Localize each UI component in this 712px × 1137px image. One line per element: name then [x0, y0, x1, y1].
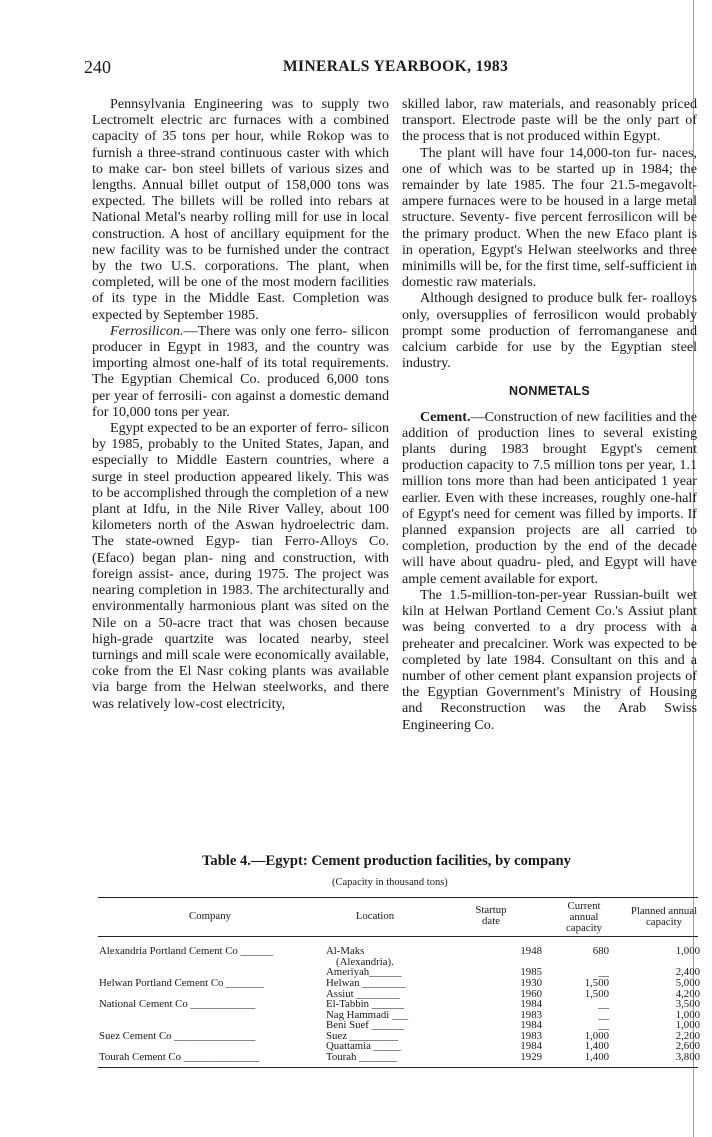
paragraph: Egypt expected to be an exporter of ferro- silicon by 1985, probably to the United States, Japan, and especially to Middle Eastern countries, where a surge in steel production appeared likely. This was to be accomplished through the completion of a new plant at Idfu, in the Nile River Valley, about 100 kilometers north of the Aswan hydroelectric dam. The state-owned Egyp- tian Ferro-Alloys Co. (Efaco) began plan- ning and construction, with foreign assist- ance, during 1975. The project was nearing completion in 1983. The architecturally and environmentally harmonious plant was sited on the Nile on a 50-acre tract that was chosen because high-grade quartzite was located nearby, steel turnings and mill scale were economically available, coke from the El Nasr coking plants was available via barge from the Helwan steelworks, and there was relatively low-cost electricity,	[92, 420, 389, 712]
run-in-heading: Cement.	[420, 408, 471, 425]
cell-startup: 1929	[520, 1051, 542, 1063]
cell-location: Ameriyah______	[326, 966, 402, 978]
cell-company: National Cement Co ____________	[99, 998, 256, 1010]
paragraph: Ferrosilicon.—There was only one ferro- silicon producer in Egypt in 1983, and the country was importing almost one-half of its total requirements. The Egyptian Chemical Co. produced 6,000 tons per year of ferrosili- con against a domestic demand for 10,000 tons per year.	[92, 322, 389, 420]
paragraph: Although designed to produce bulk fer- roalloys only, oversupplies of ferrosilicon would probably prompt some production of ferromanganese and calcium carbide for use by the Egyptian steel industry.	[402, 290, 697, 372]
cell-current-capacity: __	[598, 1019, 609, 1031]
cell-current-capacity: 1,500	[584, 988, 609, 1000]
cell-planned-capacity: 2,200	[675, 1030, 700, 1042]
column-header-planned: Planned annual capacity	[630, 905, 698, 928]
table-subtitle: (Capacity in thousand tons)	[332, 877, 448, 888]
cell-planned-capacity: 5,000	[675, 977, 700, 989]
cell-location: (Alexandria).	[336, 956, 394, 968]
cell-current-capacity: 1,500	[584, 977, 609, 989]
cell-planned-capacity: 3,500	[675, 998, 700, 1010]
left-column	[92, 96, 389, 712]
cell-location: Tourah _______	[326, 1051, 397, 1063]
cell-planned-capacity: 1,000	[675, 945, 700, 957]
table-title: Table 4.—Egypt: Cement production facilities, by company	[202, 853, 571, 869]
paragraph: The 1.5-million-ton-per-year Russian-built wet kiln at Helwan Portland Cement Co.'s Assiut plant was being converted to a dry process with a preheater and precalciner. Work was expected to be completed by late 1984. Consultant on this and a number of other cement plant expansion projects of the Egyptian Government's Ministry of Housing and Reconstruction was the Arab Swiss Engineering Co.	[402, 586, 697, 733]
cell-location: Nag Hammadi ___	[326, 1009, 409, 1021]
cell-location: Quattamia _____	[326, 1040, 401, 1052]
table-header-rule	[98, 936, 698, 937]
cell-company: Helwan Portland Cement Co _______	[99, 977, 264, 989]
section-heading: NONMETALS	[509, 384, 590, 399]
cell-current-capacity: __	[598, 1009, 609, 1021]
paragraph: The plant will have four 14,000-ton fur- naces, one of which was to be started up in 1984; the remainder by late 1985. The four 21.5-megavolt-ampere furnaces were to be housed in a large metal structure. Seventy- five percent ferrosilicon will be the primary product. When the new Efaco plant is in operation, Egypt's Helwan steelworks and three minimills will be, for the first time, self-sufficient in domestic raw materials.	[402, 144, 697, 291]
right-column	[402, 96, 697, 733]
paragraph: Cement.—Construction of new facilities and the addition of production lines to several existing plants during 1983 brought Egypt's cement production capacity to 7.5 million tons per year, 1.1 million tons more than had been anticipated 1 year earlier. Even with these increases, roughly one-half of Egypt's need for cement was filled by imports. If planned expansion projects are all carried to completion, production by the end of the decade will have about quadru- pled, and Egypt will have ample cement available for export.	[402, 408, 697, 587]
cell-current-capacity: 680	[592, 945, 609, 957]
cell-location: El-Tabbin ______	[326, 998, 405, 1010]
page-number: 240	[84, 57, 111, 77]
cell-startup: 1984	[520, 1040, 542, 1052]
cell-startup: 1983	[520, 1030, 542, 1042]
cell-company: Tourah Cement Co ______________	[99, 1051, 260, 1063]
cell-startup: 1930	[520, 977, 542, 989]
cell-company: Alexandria Portland Cement Co ______	[99, 945, 273, 957]
cell-current-capacity: 1,000	[584, 1030, 609, 1042]
cell-startup: 1948	[520, 945, 542, 957]
cell-current-capacity: __	[598, 966, 609, 978]
cell-location: Assiut ________	[326, 988, 400, 1000]
paragraph: skilled labor, raw materials, and reasonably priced transport. Electrode paste will be the only part of the process that is not produced within Egypt.	[402, 96, 697, 145]
cell-planned-capacity: 3,800	[675, 1051, 700, 1063]
cell-startup: 1983	[520, 1009, 542, 1021]
cell-location: Suez _________	[326, 1030, 399, 1042]
cell-location: Al-Maks	[326, 945, 365, 957]
cell-location: Helwan ________	[326, 977, 406, 989]
cell-startup: 1984	[520, 998, 542, 1010]
column-header-company: Company	[189, 910, 231, 922]
cell-location: Beni Suef ______	[326, 1019, 404, 1031]
table-bottom-rule	[98, 1067, 698, 1068]
cell-planned-capacity: 1,000	[675, 1009, 700, 1021]
run-in-heading: Ferrosilicon.	[110, 322, 184, 339]
cell-startup: 1985	[520, 966, 542, 978]
column-header-current: Current annual capacity	[566, 900, 602, 934]
column-header-startup: Startup date	[475, 904, 507, 927]
cell-current-capacity: 1,400	[584, 1040, 609, 1052]
cell-planned-capacity: 2,400	[675, 966, 700, 978]
paragraph: Pennsylvania Engineering was to supply two Lectromelt electric arc furnaces with a combined capacity of 35 tons per hour, while Rokop was to furnish a three-strand continuous caster with which to make car- bon steel billets of various sizes and lengths. Annual billet output of 158,000 tons was expected. The billets will be rolled into rebars at National Metal's nearby rolling mill for use in local construction. A host of ancillary equipment for the new facility was to be furnished under the contract by the two U.S. corporations. The plant, when completed, will be one of the most modern facilities of its type in the Middle East. Completion was expected by September 1985.	[92, 96, 389, 323]
cell-planned-capacity: 2,600	[675, 1040, 700, 1052]
cell-startup: 1984	[520, 1019, 542, 1031]
cell-planned-capacity: 1,000	[675, 1019, 700, 1031]
running-title: MINERALS YEARBOOK, 1983	[283, 58, 509, 75]
table-top-rule	[98, 897, 698, 898]
cell-company: Suez Cement Co _______________	[99, 1030, 256, 1042]
cell-planned-capacity: 4,200	[675, 988, 700, 1000]
cell-current-capacity: 1,400	[584, 1051, 609, 1063]
cell-startup: 1960	[520, 988, 542, 1000]
cell-current-capacity: __	[598, 998, 609, 1010]
column-header-location: Location	[355, 910, 395, 922]
